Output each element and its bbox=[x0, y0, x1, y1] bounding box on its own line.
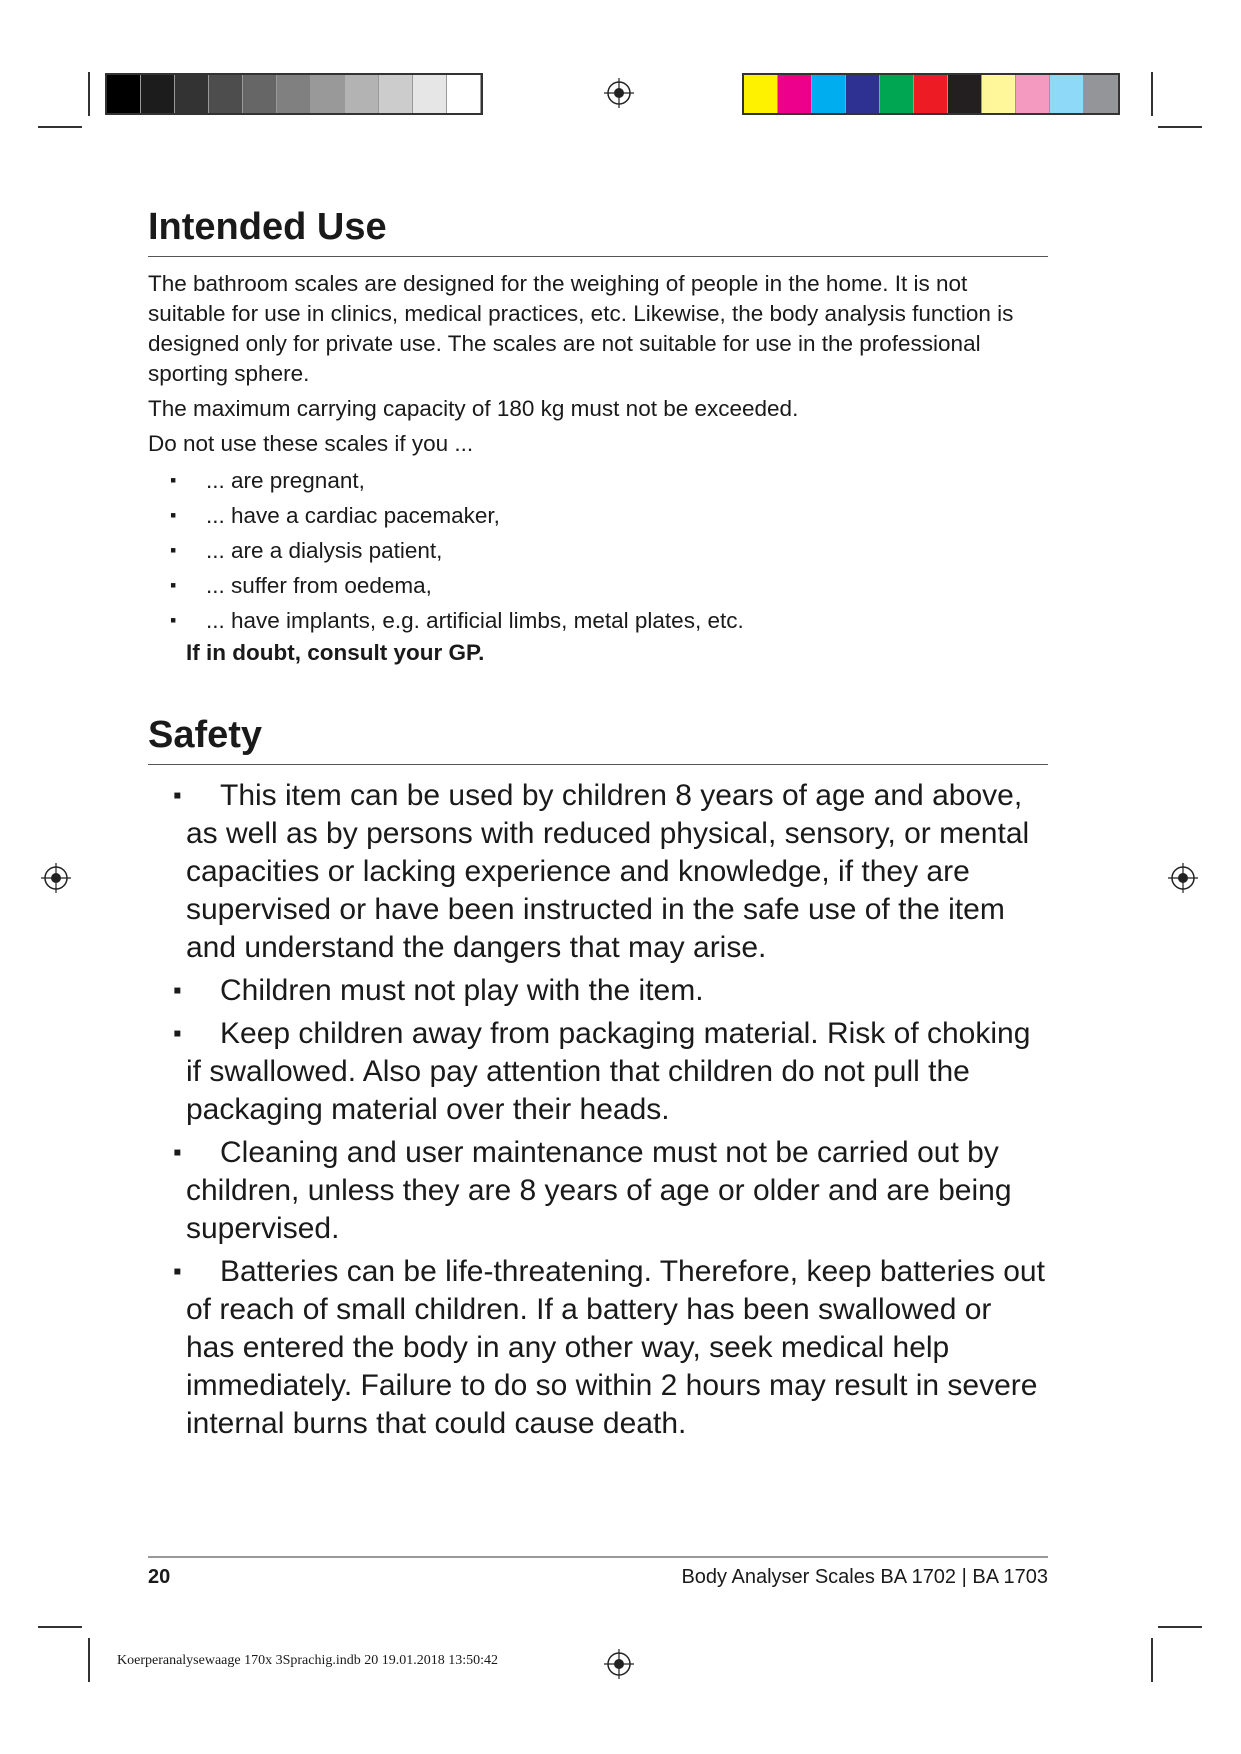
list-item: ▪ Keep children away from packaging material. Risk of choking if swallowed. Also pay attention that children do not pull the packaging material over their heads. bbox=[173, 1016, 1031, 1126]
crop-mark bbox=[38, 126, 82, 128]
doubt-note: If in doubt, consult your GP. bbox=[186, 639, 485, 665]
intended-use-section bbox=[148, 206, 1048, 668]
gray-swatch bbox=[345, 75, 379, 113]
list-item: ▪ ... have a cardiac pacemaker, bbox=[148, 498, 1048, 533]
list-item: ▪ ... suffer from oedema, bbox=[148, 568, 1048, 603]
color-swatch bbox=[846, 75, 880, 113]
safety-heading: Safety bbox=[148, 714, 1048, 765]
gray-swatch bbox=[107, 75, 141, 113]
crop-mark bbox=[88, 72, 90, 116]
color-swatch bbox=[982, 75, 1016, 113]
gray-swatch bbox=[175, 75, 209, 113]
registration-mark-icon bbox=[1168, 863, 1198, 893]
gray-swatch bbox=[209, 75, 243, 113]
registration-mark-icon bbox=[41, 863, 71, 893]
bullet-icon: ▪ bbox=[173, 781, 182, 809]
color-swatch bbox=[880, 75, 914, 113]
color-swatch bbox=[778, 75, 812, 113]
gray-swatch bbox=[311, 75, 345, 113]
gray-swatch bbox=[379, 75, 413, 113]
color-bar bbox=[742, 73, 1120, 115]
gray-swatch bbox=[141, 75, 175, 113]
crop-mark bbox=[1158, 126, 1202, 128]
document-title: Body Analyser Scales BA 1702 | BA 1703 bbox=[681, 1566, 1048, 1588]
footer-rule bbox=[148, 1556, 1048, 1558]
bullet-icon: ▪ bbox=[170, 609, 177, 630]
list-item: ▪ Cleaning and user maintenance must not be carried out by children, unless they are 8 years of age or older and are being supervised. bbox=[173, 1135, 1012, 1245]
do-not-intro: Do not use these scales if you ... bbox=[148, 430, 474, 456]
page-number: 20 bbox=[148, 1566, 171, 1588]
gray-swatch bbox=[243, 75, 277, 113]
list-item: ▪ Batteries can be life-threatening. Therefore, keep batteries out of reach of small children. If a battery has been swallowed or has entered the body in any other way, seek medical help immediately. Failure to do so within 2 hours may result in severe internal burns that could cause death. bbox=[173, 1254, 1045, 1440]
gray-swatch bbox=[447, 75, 481, 113]
bullet-icon: ▪ bbox=[170, 574, 177, 595]
bullet-icon: ▪ bbox=[173, 1019, 182, 1047]
crop-mark bbox=[1151, 72, 1153, 116]
bullet-icon: ▪ bbox=[170, 539, 177, 560]
bullet-icon: ▪ bbox=[173, 976, 182, 1004]
bullet-icon: ▪ bbox=[173, 1257, 182, 1285]
crop-mark bbox=[1158, 1626, 1202, 1628]
conditions-list bbox=[148, 463, 1048, 638]
list-item: ▪ ... are a dialysis patient, bbox=[148, 533, 1048, 568]
safety-section bbox=[148, 714, 1048, 1448]
registration-mark-icon bbox=[604, 78, 634, 108]
color-swatch bbox=[1016, 75, 1050, 113]
gray-swatch bbox=[277, 75, 311, 113]
gray-swatch bbox=[413, 75, 447, 113]
list-item: ▪ ... have implants, e.g. artificial limbs, metal plates, etc. bbox=[148, 603, 1048, 638]
capacity-text: The maximum carrying capacity of 180 kg must not be exceeded. bbox=[148, 395, 799, 421]
bullet-icon: ▪ bbox=[170, 504, 177, 525]
list-item: ▪ Children must not play with the item. bbox=[148, 972, 1048, 1010]
crop-mark bbox=[1151, 1638, 1153, 1682]
print-slug: Koerperanalysewaage 170x 3Sprachig.indb 20 19.01.2018 13:50:42 bbox=[117, 1653, 499, 1668]
bullet-icon: ▪ bbox=[170, 469, 177, 490]
list-item: ▪ This item can be used by children 8 years of age and above, as well as by persons with reduced physical, sensory, or mental capacities or lacking experience and knowledge, if they are supervised or have been instructed in the safe use of the item and understand the dangers that may arise. bbox=[173, 778, 1030, 964]
list-item: ▪ ... are pregnant, bbox=[148, 463, 1048, 498]
crop-mark bbox=[88, 1638, 90, 1682]
color-swatch bbox=[948, 75, 982, 113]
safety-list bbox=[148, 777, 1048, 1443]
intended-use-paragraph: The bathroom scales are designed for the weighing of people in the home. It is not suitable for use in clinics, medical practices, etc. Likewise, the body analysis function is designed only for private use. The scales are not suitable for use in the professional sporting sphere. bbox=[148, 270, 1014, 386]
registration-mark-icon bbox=[604, 1649, 634, 1679]
color-swatch bbox=[914, 75, 948, 113]
bullet-icon: ▪ bbox=[173, 1138, 182, 1166]
color-swatch bbox=[744, 75, 778, 113]
intended-use-heading: Intended Use bbox=[148, 206, 1048, 257]
grayscale-bar bbox=[105, 73, 483, 115]
color-swatch bbox=[1084, 75, 1118, 113]
color-swatch bbox=[812, 75, 846, 113]
crop-mark bbox=[38, 1626, 82, 1628]
color-swatch bbox=[1050, 75, 1084, 113]
